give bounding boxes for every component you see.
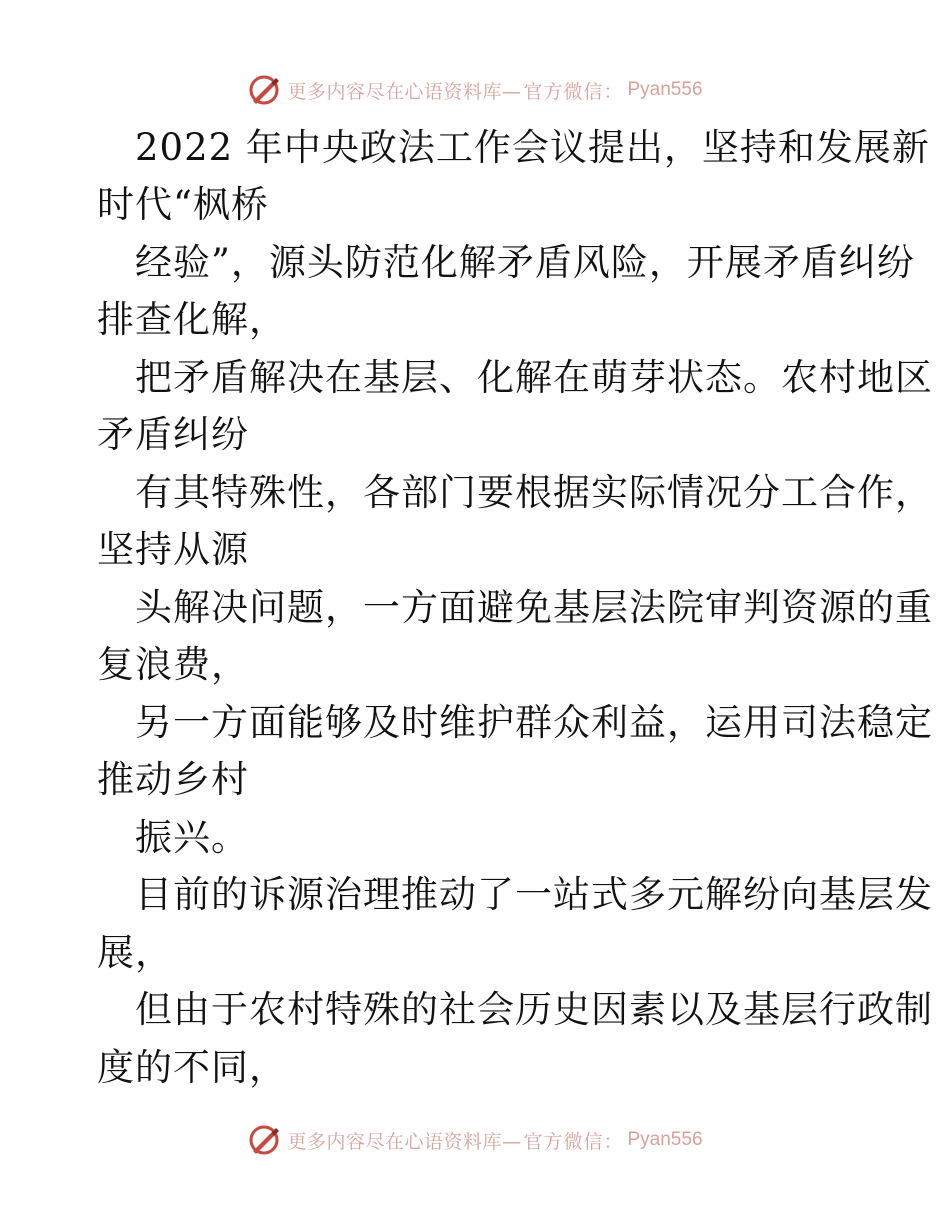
paragraph-line: 矛盾纠纷 (97, 413, 249, 456)
watermark-wechat-label: 官方微信： (523, 80, 624, 103)
paragraph-line: 但由于农村特殊的社会历史因素以及基层行政制 (135, 988, 933, 1031)
watermark-header (0, 70, 950, 110)
paragraph-line: 度的不同， (97, 1046, 287, 1089)
paragraph-line: 时代“枫桥 (97, 183, 269, 226)
pen-logo-icon (247, 73, 281, 107)
paragraph-line: 目前的诉源治理推动了一站式多元解纷向基层发 (135, 873, 933, 916)
paragraph-line: 排查化解， (97, 298, 287, 341)
watermark-wechat-id: Pyan556 (627, 1129, 703, 1150)
paragraph-line: 推动乡村 (97, 758, 249, 801)
paragraph-line: 复浪费， (97, 643, 249, 686)
paragraph-line: 坚持从源 (97, 528, 249, 571)
paragraph-line: 展， (97, 931, 173, 974)
watermark-wechat-label: 官方微信： (523, 1130, 624, 1153)
watermark-text: 更多内容尽在心语资料库— (287, 80, 522, 103)
paragraph-line: 头解决问题，一方面避免基层法院审判资源的重 (135, 586, 933, 629)
paragraph-line: 经验”，源头防范化解矛盾风险，开展矛盾纠纷 (135, 241, 915, 284)
watermark-text: 更多内容尽在心语资料库— (287, 1130, 522, 1153)
watermark-wechat-id: Pyan556 (627, 79, 703, 100)
paragraph-line: 把矛盾解决在基层、化解在萌芽状态。农村地区 (135, 356, 933, 399)
paragraph-line: 另一方面能够及时维护群众利益，运用司法稳定 (135, 701, 933, 744)
paragraph-line: 振兴。 (135, 816, 249, 859)
paragraph-line: 2022 年中央政法工作会议提出，坚持和发展新 (135, 126, 930, 169)
watermark-footer (0, 1120, 950, 1160)
pen-logo-icon (247, 1123, 281, 1157)
paragraph-line: 有其特殊性，各部门要根据实际情况分工合作， (135, 471, 933, 514)
